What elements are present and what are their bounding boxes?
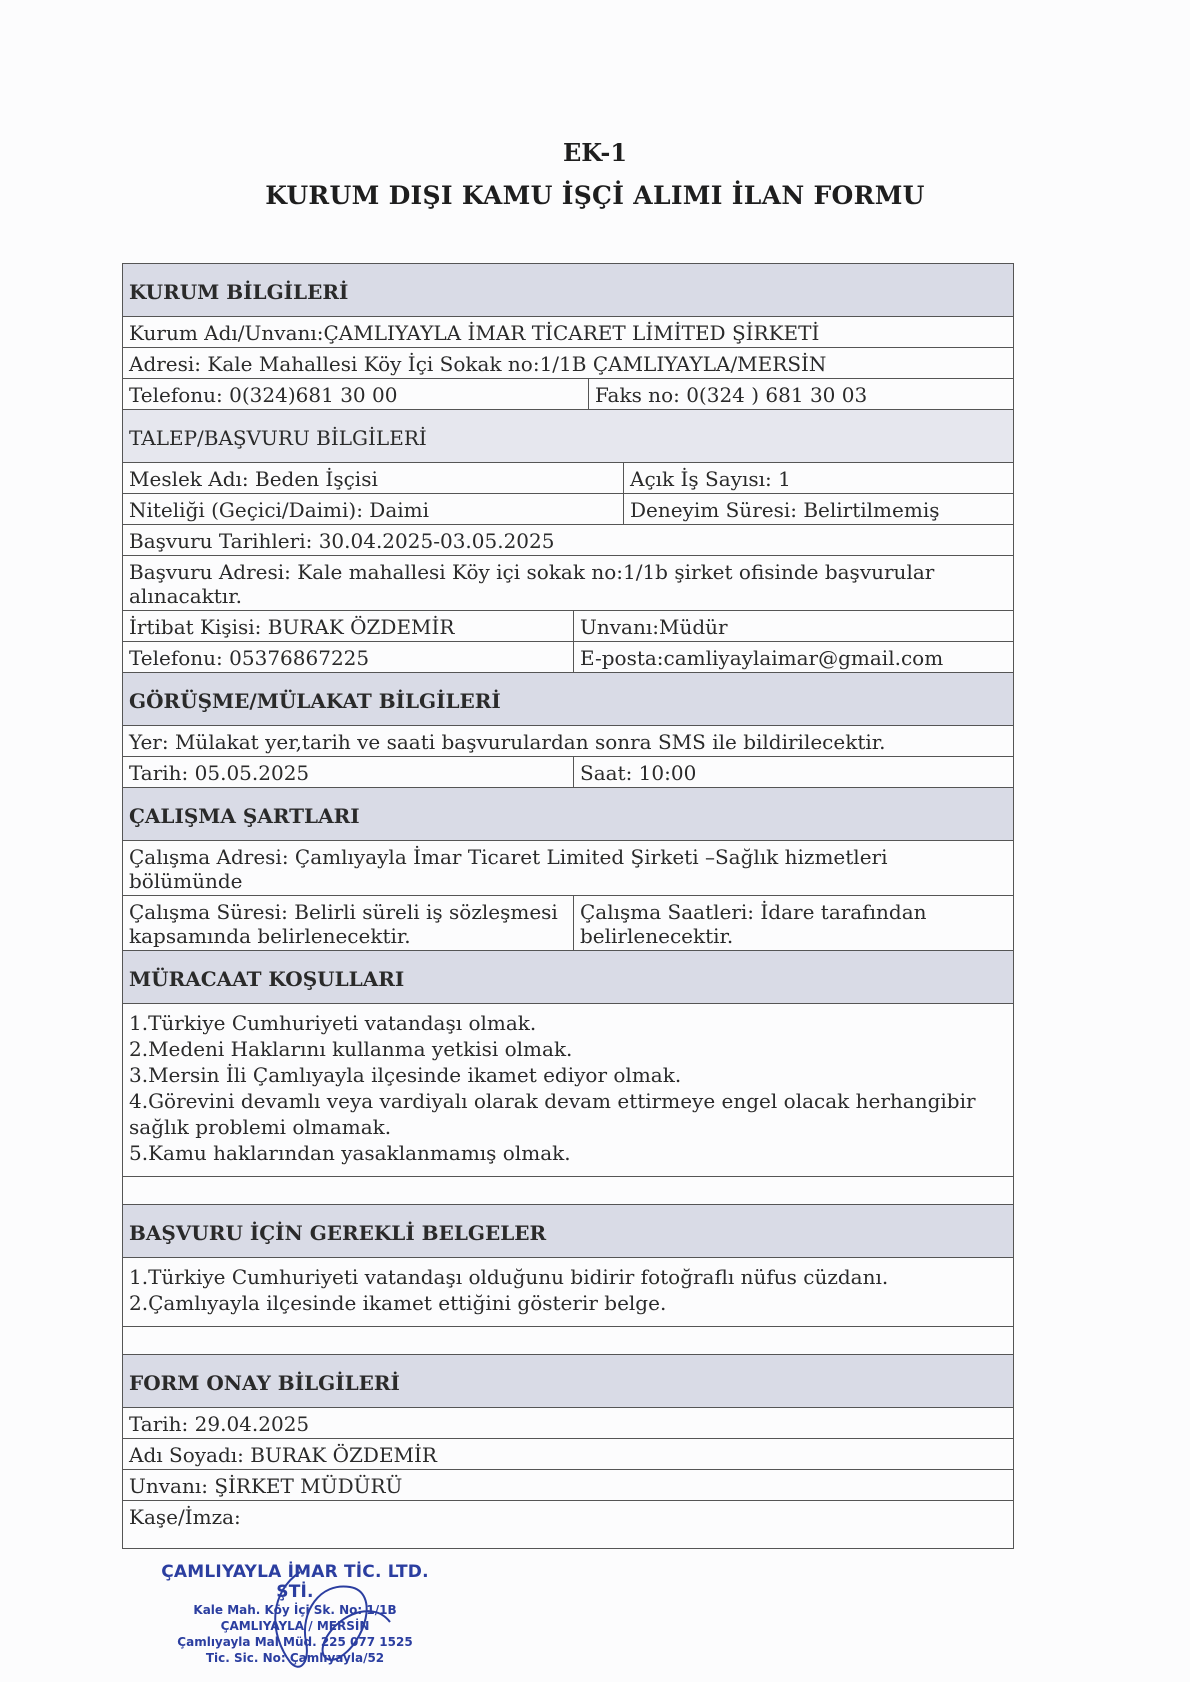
list-item: 4.Görevini devamlı veya vardiyalı olarak devam ettirmeye engel olacak herhangibir sağlık problemi olmamak. <box>129 1089 976 1139</box>
section-header-talep <box>123 410 1013 463</box>
application-dates: Başvuru Tarihleri: 30.04.2025-03.05.2025 <box>129 529 555 553</box>
stamp-line: ÇAMLIYAYLA / MERSİN <box>220 1619 370 1633</box>
section-header-onay <box>123 1355 1013 1408</box>
form-title: KURUM DIŞI KAMU İŞÇİ ALIMI İLAN FORMU <box>265 181 925 210</box>
approver-name: Adı Soyadı: BURAK ÖZDEMİR <box>129 1443 437 1467</box>
stamp-line: Kale Mah. Köy İçi Sk. No: 1/1B <box>193 1603 397 1617</box>
institution-phone: Telefonu: 0(324)681 30 00 <box>129 383 398 407</box>
contact-person: İrtibat Kişisi: BURAK ÖZDEMİR <box>129 615 455 639</box>
approver-title: Unvanı: ŞİRKET MÜDÜRÜ <box>129 1474 403 1498</box>
section-header-calisma <box>123 788 1013 841</box>
section-header-gorusme <box>123 673 1013 726</box>
work-duration: Çalışma Süresi: Belirli süreli iş sözleşmesi kapsamında belirlenecektir. <box>129 900 558 948</box>
signature-scribble-icon <box>150 1562 440 1680</box>
spacer-row <box>123 1327 1013 1355</box>
spacer-row <box>123 1177 1013 1205</box>
interview-date: Tarih: 05.05.2025 <box>129 761 310 785</box>
documents-list <box>123 1258 1013 1326</box>
application-address: Başvuru Adresi: Kale mahallesi Köy içi sokak no:1/1b şirket ofisinde başvurular alınacaktır. <box>129 560 935 608</box>
stamp-signature-label: Kaşe/İmza: <box>129 1505 241 1529</box>
document-title-block <box>0 138 1190 214</box>
section-title: GÖRÜŞME/MÜLAKAT BİLGİLERİ <box>129 689 501 713</box>
interview-time: Saat: 10:00 <box>573 757 1013 787</box>
contact-email: E-posta:camliyaylaimar@gmail.com <box>573 642 1013 672</box>
announcement-form <box>122 263 1014 1549</box>
stamp-line: Tic. Sic. No: Çamlıyayla/52 <box>205 1651 385 1665</box>
institution-fax: Faks no: 0(324 ) 681 30 03 <box>588 379 1013 409</box>
contact-title: Unvanı:Müdür <box>573 611 1013 641</box>
list-item: 1.Türkiye Cumhuriyeti vatandaşı olduğunu bidirir fotoğraflı nüfus cüzdanı. <box>129 1265 889 1289</box>
list-item: 3.Mersin İli Çamlıyayla ilçesinde ikamet ediyor olmak. <box>129 1063 682 1087</box>
company-stamp <box>150 1562 440 1680</box>
work-address: Çalışma Adresi: Çamlıyayla İmar Ticaret Limited Şirketi –Sağlık hizmetleri bölümünde <box>129 845 888 893</box>
stamp-line: Çamlıyayla Mal Müd. 225 077 1525 <box>177 1635 413 1649</box>
list-item: 2.Çamlıyayla ilçesinde ikamet ettiğini gösterir belge. <box>129 1291 667 1315</box>
approval-date: Tarih: 29.04.2025 <box>129 1412 310 1436</box>
position-nature: Niteliği (Geçici/Daimi): Daimi <box>129 498 429 522</box>
contact-phone: Telefonu: 05376867225 <box>129 646 370 670</box>
section-title: FORM ONAY BİLGİLERİ <box>129 1371 400 1395</box>
institution-name: Kurum Adı/Unvanı:ÇAMLIYAYLA İMAR TİCARET LİMİTED ŞİRKETİ <box>129 321 820 345</box>
section-header-kurum <box>123 264 1013 317</box>
section-header-belgeler <box>123 1205 1013 1258</box>
section-header-muracaat <box>123 951 1013 1004</box>
list-item: 5.Kamu haklarından yasaklanmamış olmak. <box>129 1141 571 1165</box>
experience-duration: Deneyim Süresi: Belirtilmemiş <box>623 494 1013 524</box>
work-hours: Çalışma Saatleri: İdare tarafından belirlenecektir. <box>573 896 1013 950</box>
list-item: 1.Türkiye Cumhuriyeti vatandaşı olmak. <box>129 1011 537 1035</box>
section-title: BAŞVURU İÇİN GEREKLİ BELGELER <box>129 1221 547 1245</box>
section-title: KURUM BİLGİLERİ <box>129 280 349 304</box>
institution-address: Adresi: Kale Mahallesi Köy İçi Sokak no:1/1B ÇAMLIYAYLA/MERSİN <box>129 352 827 376</box>
section-title: ÇALIŞMA ŞARTLARI <box>129 804 360 828</box>
stamp-line: ÇAMLIYAYLA İMAR TİC. LTD. ŞTİ. <box>161 1562 429 1602</box>
requirements-list <box>123 1004 1013 1176</box>
list-item: 2.Medeni Haklarını kullanma yetkisi olmak. <box>129 1037 573 1061</box>
profession-name: Meslek Adı: Beden İşçisi <box>129 467 378 491</box>
section-title: TALEP/BAŞVURU BİLGİLERİ <box>129 426 427 450</box>
section-title: MÜRACAAT KOŞULLARI <box>129 967 405 991</box>
open-positions: Açık İş Sayısı: 1 <box>623 463 1013 493</box>
annex-label: EK-1 <box>562 138 628 167</box>
interview-place: Yer: Mülakat yer,tarih ve saati başvurulardan sonra SMS ile bildirilecektir. <box>129 730 886 754</box>
